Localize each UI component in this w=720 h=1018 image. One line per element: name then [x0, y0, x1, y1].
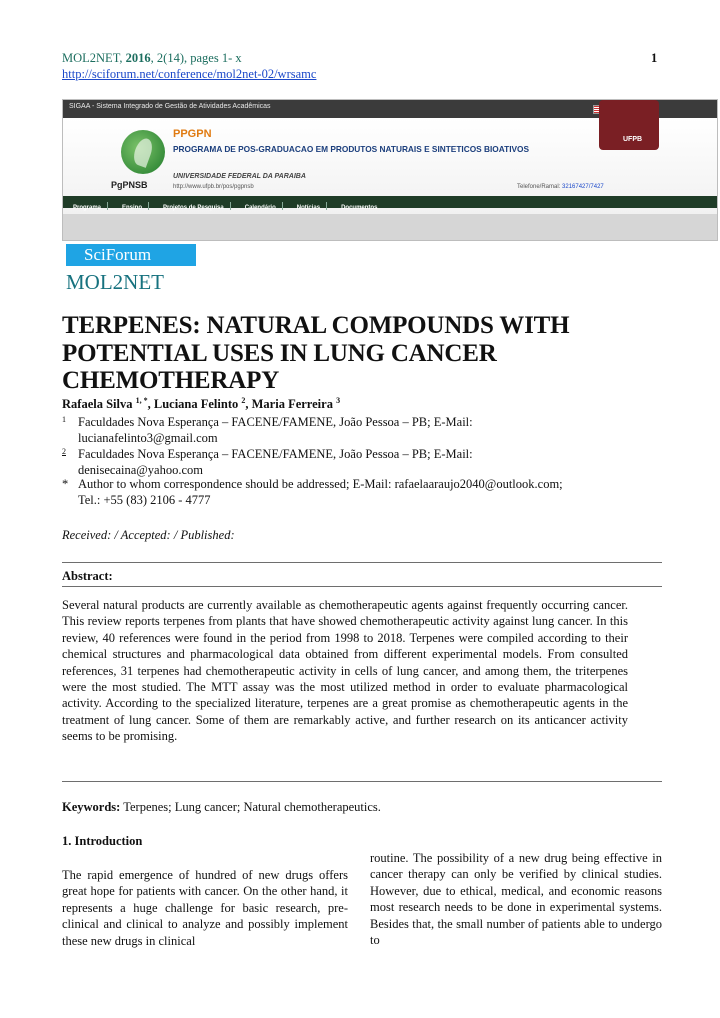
abstract-heading: Abstract:	[62, 569, 113, 583]
body-text-left-column: The rapid emergence of hundred of new drugs offers great hope for patients with cancer. On the other hand, it represents a huge challenge for basic research, pre-clinical and clinical to analyze and possibly implement these new drugs in clinical	[62, 868, 348, 948]
keywords-label: Keywords:	[62, 800, 121, 814]
conference-link[interactable]: http://sciforum.net/conference/mol2net-02/wrsamc	[62, 67, 317, 81]
received-dates: Received: / Accepted: / Published:	[62, 528, 235, 542]
program-website: http://www.ufpb.br/pos/pgpnsb	[173, 184, 254, 190]
nav-item[interactable]: Ensino	[122, 205, 143, 211]
nav-divider	[326, 202, 327, 210]
running-header: MOL2NET, 2016, 2(14), pages 1- x	[62, 51, 242, 65]
university-name: UNIVERSIDADE FEDERAL DA PARAIBA	[173, 173, 306, 180]
nav-item[interactable]: Calendário	[244, 205, 276, 211]
nav-item[interactable]: Documentos	[341, 205, 378, 211]
nav-divider	[230, 202, 231, 210]
program-nav	[63, 196, 717, 211]
journal-year: 2016	[125, 51, 151, 65]
affiliation	[62, 412, 473, 446]
paper-title: TERPENES: NATURAL COMPOUNDS WITH POTENTIAL USES IN LUNG CANCER CHEMOTHERAPY	[62, 312, 570, 394]
affiliation-text: Faculdades Nova Esperança – FACENE/FAMENE, João Pessoa – PB; E-Mail:	[78, 447, 473, 461]
keywords	[62, 800, 381, 815]
section-heading: 1. Introduction	[62, 834, 143, 848]
nav-item[interactable]: Projetos de Pesquisa	[163, 205, 224, 211]
author-list	[62, 396, 340, 412]
affiliation-text: Faculdades Nova Esperança – FACENE/FAMENE, João Pessoa – PB; E-Mail:	[78, 415, 473, 429]
nav-divider	[107, 202, 108, 210]
author-affiliation-mark: 3	[336, 396, 341, 405]
correspondence-phone: Tel.: +55 (83) 2106 - 4777	[78, 493, 211, 507]
affiliation-email[interactable]: lucianafelinto3@gmail.com	[78, 431, 218, 445]
journal-issue: , 2(14), pages 1- x	[150, 51, 242, 65]
program-phone	[517, 184, 604, 190]
divider	[62, 562, 662, 563]
body-text-right-column: routine. The possibility of a new drug being effective in cancer therapy can only be verified by clinical studies. However, due to ethical, medical, and economic reasons most research needs to be done in experimental systems. Besides that, the small number of patients able to undergo to	[370, 851, 662, 948]
mol2net-label: MOL2NET	[66, 270, 164, 294]
author-name: , Maria Ferreira	[245, 397, 333, 412]
program-logo-label: PgPNSB	[111, 180, 148, 190]
program-acronym: PPGPN	[173, 128, 212, 140]
program-name: PROGRAMA DE POS-GRADUACAO EM PRODUTOS NATURAIS E SINTETICOS BIOATIVOS	[173, 144, 530, 154]
program-logo-icon	[121, 130, 165, 174]
nav-item[interactable]: Notícias	[296, 205, 321, 211]
divider	[62, 781, 662, 782]
phone-label: Telefone/Ramal:	[517, 184, 561, 190]
sciforum-label: SciForum	[84, 245, 152, 264]
correspondence	[62, 476, 563, 508]
correspondence-mark: *	[62, 477, 69, 491]
divider	[62, 586, 662, 587]
nav-divider	[148, 202, 149, 210]
affiliation-mark: 1	[62, 415, 66, 424]
author-affiliation-mark: 1, *	[135, 396, 148, 405]
journal-name: MOL2NET	[62, 51, 120, 65]
affiliation	[62, 444, 473, 478]
author-name: Rafaela Silva	[62, 397, 133, 412]
affiliation-email[interactable]: denisecaina@yahoo.com	[78, 463, 204, 477]
sciforum-badge	[66, 244, 196, 266]
author-affiliation-mark: 2	[241, 396, 246, 405]
page-number: 1	[651, 51, 658, 65]
keywords-text: Terpenes; Lung cancer; Natural chemotherapeutics.	[120, 800, 381, 814]
program-banner	[62, 99, 718, 241]
phone-value: 32167427/7427	[562, 184, 604, 190]
author-name: , Luciana Felinto	[147, 397, 239, 412]
system-bar-label: SIGAA - Sistema Integrado de Gestão de Atividades Acadêmicas	[69, 103, 271, 110]
nav-divider	[282, 202, 283, 210]
university-crest-label: UFPB	[623, 136, 643, 143]
nav-item[interactable]: Programa	[73, 205, 102, 211]
abstract-text: Several natural products are currently available as chemotherapeutic agents against frequently occurring cancer. This review reports terpenes from plants that have showed chemotherapeutic activity against lung cancer. In this review, 40 references were found in the period from 1998 to 2018. Terpenes were compiled according to their chemical structures and pharmacological data obtained from different experimental models. From consulted references, 31 terpenes had chemotherapeutic activity in cells of lung cancer, and among them, the triterpenes were the most studied. The MTT assay was the most utilized method in order to evaluate pharmacological activity. According to the specialized literature, terpenes are a great promise as chemotherapeutic agents in the treatment of lung cancer. Some of them are remarkably active, and further research on its anticancer activity seems to be promising.	[62, 598, 628, 744]
correspondence-text: Author to whom correspondence should be addressed; E-Mail: rafaelaaraujo2040@outlook.com;	[78, 477, 563, 491]
affiliation-mark: 2	[62, 447, 66, 456]
